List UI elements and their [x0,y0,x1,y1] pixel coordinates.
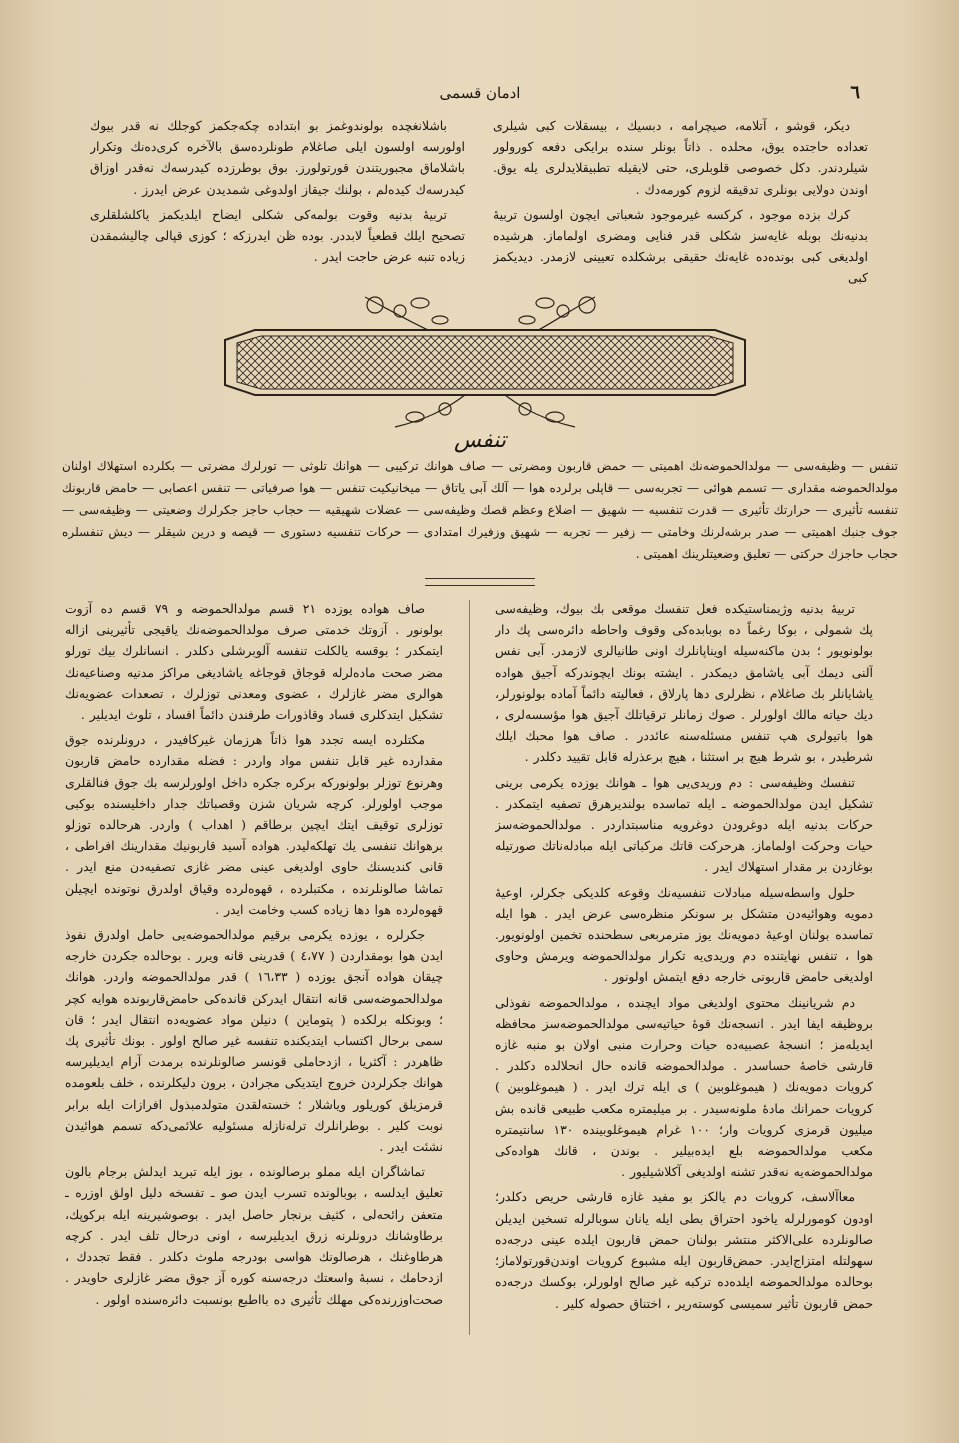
paragraph: تنفسك وظیفه‌سی : دم وریدی‌یی هوا ـ هوانك یوزده یکرمی برینی تشکیل ایدن مولدالحموضه ـ ایله تماسده بولندیرهرق تصفیه ایتمکدر . حرکات بدنیه ایله دوغرودن دوغرویه مناسبتداردر . مولدالحموضه‌سز حیات وحرکت اولماماز. هرحرکت قاتك مرکباتی ایله مبادله‌ناتك صورتیله بوغازدن بر مقدار استهلاك ایدر . [495,774,873,875]
page-header [100,82,860,108]
paragraph: تربیهٔ بدنیه وقوت بولمه‌کی شکلی ایضاح ایلدیکمز یاکلشلقلری تصحیح ایلك قطعیاً لابددر. بوده ظن ایدرزکه ؛ کوزی قپالی چالیشمقدن زیاده تنبه عرض حاجت ایدر . [90,206,465,265]
flower-spray-icon [395,395,575,427]
top-right-column [493,115,868,285]
paragraph: کرك بزده موجود ، کرکسه غیرموجود شعباتی ایچون اولسون تربیهٔ بدنیه‌نك بوبله غایه‌سز شکلی قدر فنایی ومضری اولماماز. هرشیده اولدیغی کبی بونده‌ده غایه‌نك حقیقی برشکلده تعیینی لازمدر. دیدیکمز کبی [493,206,868,285]
bottom-left-column [65,598,443,1338]
paragraph: صاف هواده یوزده ۲۱ قسم مولدالحموضه و ۷۹ قسم ده آزوت بولونور . آزوتك خدمتی صرف مولدالحموضه‌نك یاقیجی تأثیرینی ازاله ایتمکدر ؛ بوقسه یالکلت تنفسه آلوبرشلی دکلدر . انسانلرك بیك تورلو مضر صحت ماده‌لرله قوجاق قوجاغه یاشادیغی مراکز مدنیه وصناعیه‌نك هوالری مضر غازلرك ، عضوی ومعدنی توزلرك ، تصعدات عضویه‌نك تشکیل ایتدکلری فساد وقاذورات طرفندن دائماً افساد ، تلوث ایدیلیر . [65,601,443,723]
paragraph: دیکر، قوشو ، آتلامه، صیچرامه ، دبسیك ، بیسقلات کبی شیلری تعداده حاجتده یوق، محلده . ذاتاً بونلر سنده برایکی دفعه کورولور شیلردندر. دکل خصوصی قلوبلری، حتی لایقیله تطبیقلایدلری یله یوق. اوندن دولایی بونلری تدقیقه لزوم کورمه‌دك . [493,118,868,197]
section-summary: تنفس — وظیفه‌سی — مولدالحموضه‌نك اهمیتی — حمض قاربون ومضرتی — صاف هوانك ترکیبی — هوانك تلوثی — تورلرك مضرتی — بکلرده استهلاك اولنان مولدالحموضه مقداری — تسمم هوائی — تجربه‌سی — قاپلی برلرده هوا — آلك آبی یاتاق — میخانیکیت تنفس — هوا صرفیاتی — تنفس اعصابی — حامض قاربونك تنفسه تأثیری — حرارتك تأثیری — قدرت تنفسیه — شهیق — اضلاع وعظم قصك وظیفه‌سی — عضلات شهیقیه — حجاب حاجز جکرلرك وضعیتی — وظیفه‌سی — جوف جنبك اهمیتی — صدر برشه‌لرنك وخامتی — زفیر — تجربه — شهیق وزفیرك امتدادی — حرکات تنفسیه دستوری — قیصه و درین شیقلر — دیش تنفسلره حجاب حاجزك حرکتی — تعلیق وضعیتلرینك اهمیتی . [62,459,898,561]
paragraph: تربیهٔ بدنیه وژیمناستیکده فعل تنفسك موقعی بك بیوك، وظیفه‌سی پك شمولی ، بوکا رغماً ده بوبابده‌کی وقوف واحاطه دائره‌سی پك دار بولونویور ؛ بدن ماکنه‌سیله اویناپانلرك اونی طانیالری لازمدر. آبی نفس آلنی دیمك آبی یاشامق دیمکدر . ایشته بونك ایچوندرکه آجیق هواده یاشایانلر بك صاغلام ، نظرلری دها پارلاق ، فعالیته دائماً آماده بولونورلر، دیك حیاته مالك اولورلر . صوك زمانلر ترقیاتلك آجیق هوا مؤسسه‌لری ، هوا باتیولری هپ تنفس مسئله‌سنه عائددر . صاف هوا محبك ایلك شرطیدر ، بو شرط هیچ بر استثنا ، هیچ برعذرله قابل تقیید دکلدر . [495,601,873,765]
paragraph: تماشاگران ایله مملو برصالونده ، بوز ایله تبرید ایدلش برجام بالون تعلیق ایدلسه ، بوبالونده تسرب ایدن صو ـ تفسخه دلیل اولق اوزره ـ متعفن رائحه‌لی ، کثیف برنجار حاصل ایدر . بوصوشیرینه ایله برکوپك، برطاوشانك درونلرنه زرق ایدیلیرسه ، اونی درحال تلف ایدر . کرچه هرطاوغنك ، هرصالونك هواسی بودرجه ملوث دکلدر . فقط تجددك ، ازدحامك ، نسبهٔ واسعتك درجه‌سنه کوره آز جوق مضر غازلری حاویدر . صحت‌اوزرنده‌کی مهلك تأثیری ده بااطبع بونسبت دائره‌سنده اولور . [65,1164,443,1307]
section-title: تنفس [454,428,506,453]
paragraph: مکتلرده ایسه تجدد هوا ذاتاً هرزمان غیرکافیدر ، درونلرنده جوق مقدارده غیر قابل تنفس مواد واردر : فضله مقدارده حامض قاربون وهرنوع توزلر بولونورکه برکره جکره داخل اولورلرسه بك جوق فنالقلری موجب اولورلر. کرچه شریان شزن وقصباتك جدار داخلیسنده بوکبی توزلری توقیف ایتك ایچین برطاقم ( اهداب ) واردر. هرحالده توزلو برهوانك تنفسی یك تهلکه‌لیدر. هواده آسید قاربونیك مقدارینك افراطی ، قانی کندیسنك حاوی اولدیغی عینی مضر غازی تصفیه‌دن منع ایدر . تماشا صالونلرنده ، مکتبلرده ، قهوه‌لرده وقیاق اولدرق نوتونده ایچیلن قهوه‌لرده هوا دها زیاده کسب وخامت ایدر . [65,732,443,917]
paragraph: دم شریانینك محتوی اولدیغی مواد ایچنده ، مولدالحموضه نفوذلی بروظیفه ایفا ایدر . انسجه‌نك قوهٔ حیاتیه‌سی مولدالحموضه‌سز محافظه ایدیله‌مز ؛ انسجهٔ عصبیه‌ده حیات وحرارت منبی اولان بو منبه غازه قارشی خاصهٔ حساسدر . مولدالحموضه قانده حال انحلالده دکلدر . کرویات دمویه‌نك ( هیموغلوبین ) ی ایله ترك ایدر . ( هیموغلوبین ) کرویات حمرانك مادهٔ ملونه‌سیدر . بر میلیمتره مکعب طبیعی قانده بش میلیون قرمزی کرویات وار؛ ۱۰۰ غرام هیموغلوبینده ۱۳۰ سانتیمتره مکعب مولدالحموضه بلع ایده‌بیلیر . بوندن ، قانك هواده‌کی مولدالحموضه‌یه نه‌قدر تشنه اولدیغی آکلاشیلیور . [495,994,873,1180]
column-rule [469,600,470,1335]
paragraph: حلول واسطه‌سیله مبادلات تنفسیه‌نك وقوعه کلدیکی جکرلر، اوعیهٔ دمویه وهوائیه‌دن متشکل بر سونکر منظره‌سی عرض ایدر . هوا ایله تماسده بولنان اوعیهٔ دمویه‌نك یوز مترمربعی سطحنده تخمین اولونویور. هوا ، تنفس نهایتنده دم وریدی‌یه تکرار مولدالحموضه ویرمش وحاوی اولدیغی حامض قاربونی خارجه دفع ایتمش اولونور . [495,884,873,985]
paragraph: باشلانغچده بولوندوغمز بو ابتداده چکه‌جکمز کوجلك نه قدر بیوك اولورسه اولسون ایلی صاغلام طونلرده‌سق بالآخره کری‌ده‌نك وتکرار باشلاماق مجبوریتندن قورتولورز. بوق بوطرزده کیدرسه‌ك نه‌قدر اوزاق کیدرسه‌ك کیده‌لم ، بولنك جیقاز اولدوغی شمدیدن عرض ایدرز . [90,118,465,197]
bottom-right-column [495,598,873,1338]
running-title: ادمان قسمی [439,84,521,102]
paragraph: معاآلاسف، کرویات دم یالکز بو مفید غازه قارشی حریص دکلدر؛ اودون کومورلرله یاخود احتراق بطی ایله یانان سوبالرله تسخین ایدیلن صالونلرده علی‌الاکثر منتشر بولنان حمض قاربون ایلده عینی درجه‌ده سهولتله امتزاج‌ایدر. حمض‌قاربون ایله مشبوع کرویات اوندن‌قورتولاماز؛ بوحالده مولدالحموضه ایلده‌ده ترکبه غیر صالح اولورلر، بوکسك درجه‌ده حمض قاربون تأثیر سمیسی کوسته‌ریر ، اختناق حصوله کلیر . [495,1189,873,1311]
top-left-column [90,115,465,290]
floral-ornament-banner [215,285,755,435]
page-number: ٦ [850,82,860,103]
divider [425,578,535,586]
paragraph: جکرلره ، یوزده یکرمی برقیم مولدالحموضه‌یی حامل اولدرق نفوذ ایدن هوا بومقداردن ( ٤،۷۷ ) قدرینی قانه ویرر . بوحالده جکردن خارجه چیقان هواده آنجق یوزده ( ۱٦،۳۳ ) قدر مولدالحموضه واردر. هوانك مولدالحموضه‌سی قانه انتقال ایدرکن قانده‌کی حامض‌قاربونده هوایه کچر ؛ وبونکله برلکده ( پتوماین ) دنیلن مواد عضویه‌ده انتقال ایدر ؛ قان سمی برحال اکتساب ایتدیکنده تنفسه غیر صالح اولور . بونك تأثیری پك ظاهردر : آکثریا ، ازدحاملی قونسر صالونلرنده برمدت آرام ایدیلیرسه هوانك جکرلردن خروج ایتدیکی مجرادن ، برون دلیکلرنده ، خلف بلعومده قرمزیلق کوریلور ویاشلار ؛ خسته‌لقدن متولد‌مبذول افرازات ایله برابر نوبت کلیر . بوطرانلرك ترله‌نازله‌ مسئولیه علائمی‌دکه تسمم هوائیدن نشئت ایدر . [65,927,443,1155]
